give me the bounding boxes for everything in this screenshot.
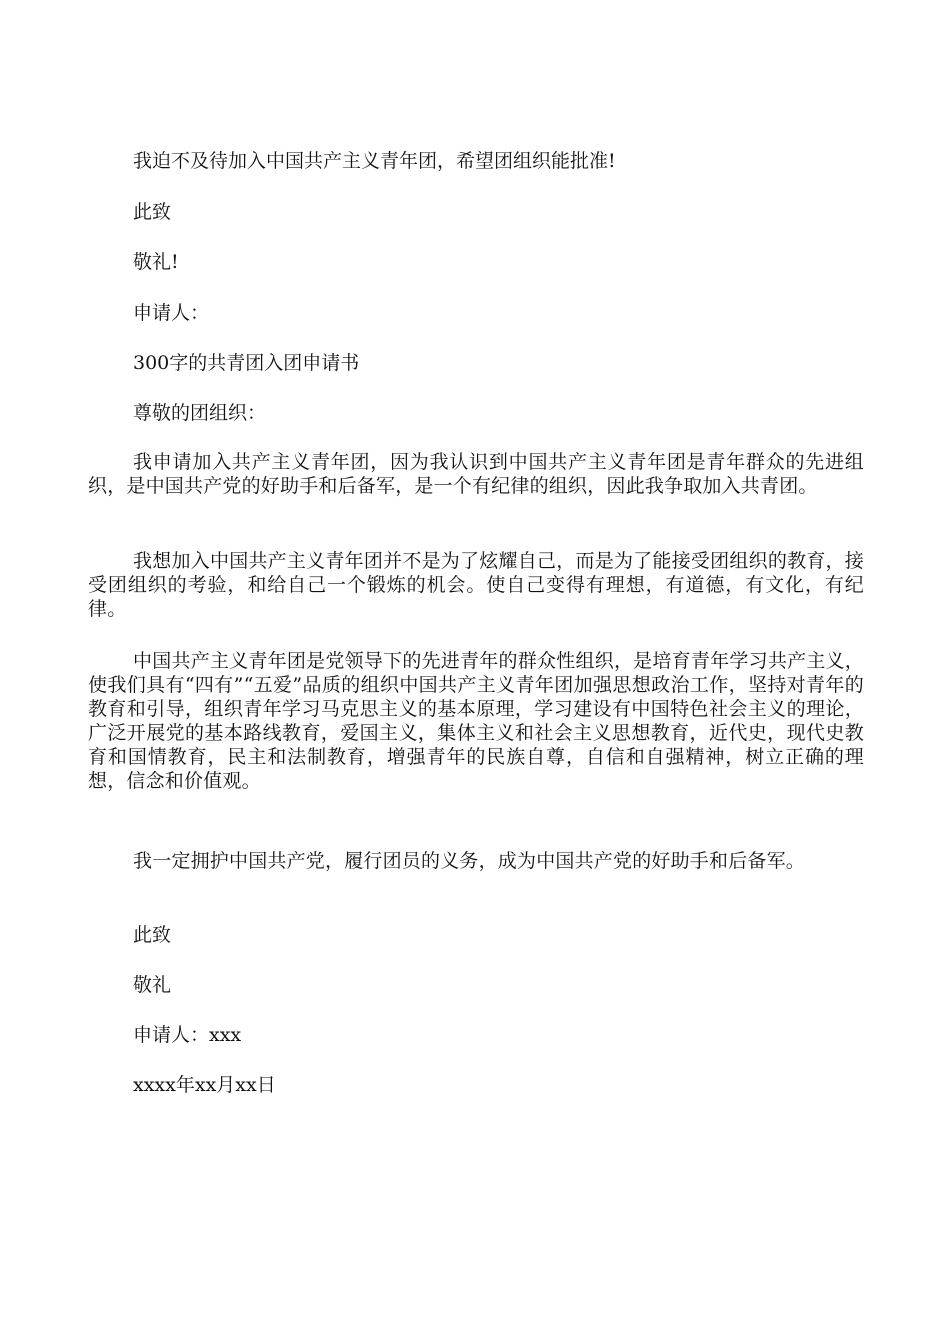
closing-line-2: 敬礼! [133, 251, 179, 273]
statement-line: 我迫不及待加入中国共产主义青年团，希望团组织能批准! [133, 150, 616, 172]
date-line: xxxx年xx月xx日 [133, 1074, 276, 1096]
document-title: 300字的共青团入团申请书 [133, 352, 360, 374]
body-paragraph-4: 我一定拥护中国共产党，履行团员的义务，成为中国共产党的好助手和后备军。 [133, 850, 806, 872]
applicant-name: 申请人：xxx [133, 1024, 242, 1046]
closing-line-4: 敬礼 [133, 974, 172, 996]
body-paragraph-1: 我申请加入共产主义青年团，因为我认识到中国共产主义青年团是青年群众的先进组织，是中国共产党的好助手和后备军，是一个有纪律的组织，因此我争取加入共青团。 [88, 451, 864, 497]
body-paragraph-3: 中国共产主义青年团是党领导下的先进青年的群众性组织，是培育青年学习共产主义，使我们具有“四有”“五爱”品质的组织中国共产主义青年团加强思想政治工作，坚持对青年的教育和引导，组织青年学习马克思主义的基本原理，学习建设有中国特色社会主义的理论，广泛开展党的基本路线教育，爱国主义，集体主义和社会主义思想教育，近代史，现代史教育和国情教育，民主和法制教育，增强青年的民族自尊，自信和自强精神，树立正确的理想，信念和价值观。 [88, 650, 864, 792]
closing-line-3: 此致 [133, 924, 172, 946]
closing-line-1: 此致 [133, 201, 172, 223]
salutation: 尊敬的团组织： [133, 402, 267, 424]
body-paragraph-2: 我想加入中国共产主义青年团并不是为了炫耀自己，而是为了能接受团组织的教育，接受团组织的考验，和给自己一个锻炼的机会。使自己变得有理想，有道德，有文化，有纪律。 [88, 550, 864, 620]
applicant-line: 申请人： [133, 302, 210, 324]
